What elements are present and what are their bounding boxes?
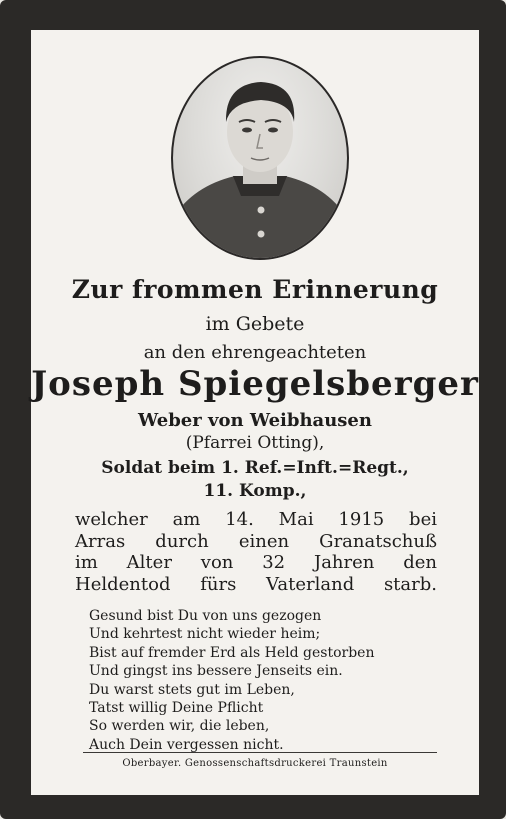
poem-line: Und kehrtest nicht wieder heim; <box>89 626 321 643</box>
poem-line: Auch Dein vergessen nicht. <box>89 736 284 753</box>
card-paper <box>31 30 479 795</box>
portrait-icon <box>173 58 347 258</box>
soldier-portrait-photo <box>171 56 349 260</box>
paragraph-line: welcher am 14. Mai 1915 bei <box>75 509 437 530</box>
dedication-line-2: an den ehrengeachteten <box>143 342 367 363</box>
dedication-line-1: im Gebete <box>205 313 305 335</box>
parish-line: (Pfarrei Otting), <box>185 433 325 453</box>
poem-line: Du warst stets gut im Leben, <box>89 681 295 698</box>
poem-line: Gesund bist Du von uns gezogen <box>89 608 322 624</box>
memorial-poem <box>89 607 429 754</box>
paragraph-line: im Alter von 32 Jahren den <box>75 552 437 573</box>
divider-rule <box>83 752 437 753</box>
company-line: 11. Komp., <box>203 481 307 501</box>
death-paragraph <box>75 509 437 595</box>
paragraph-line: Arras durch einen Granatschuß <box>75 530 437 552</box>
card-title: Zur frommen Erinnerung <box>71 275 439 304</box>
poem-line: Tatst willig Deine Pflicht <box>89 700 264 717</box>
poem-line: So werden wir, die leben, <box>89 718 270 735</box>
poem-line: Bist auf fremder Erd als Held gestorben <box>89 644 375 661</box>
paragraph-line: Heldentod fürs Vaterland starb. <box>75 573 437 595</box>
poem-line: Und gingst ins bessere Jenseits ein. <box>89 663 343 680</box>
occupation-line: Weber von Weibhausen <box>138 410 372 431</box>
deceased-name: Joseph Spiegelsberger <box>31 364 479 404</box>
regiment-line: Soldat beim 1. Ref.=Inft.=Regt., <box>101 458 409 478</box>
printer-imprint: Oberbayer. Genossenschaftsdruckerei Traunstein <box>122 758 388 769</box>
